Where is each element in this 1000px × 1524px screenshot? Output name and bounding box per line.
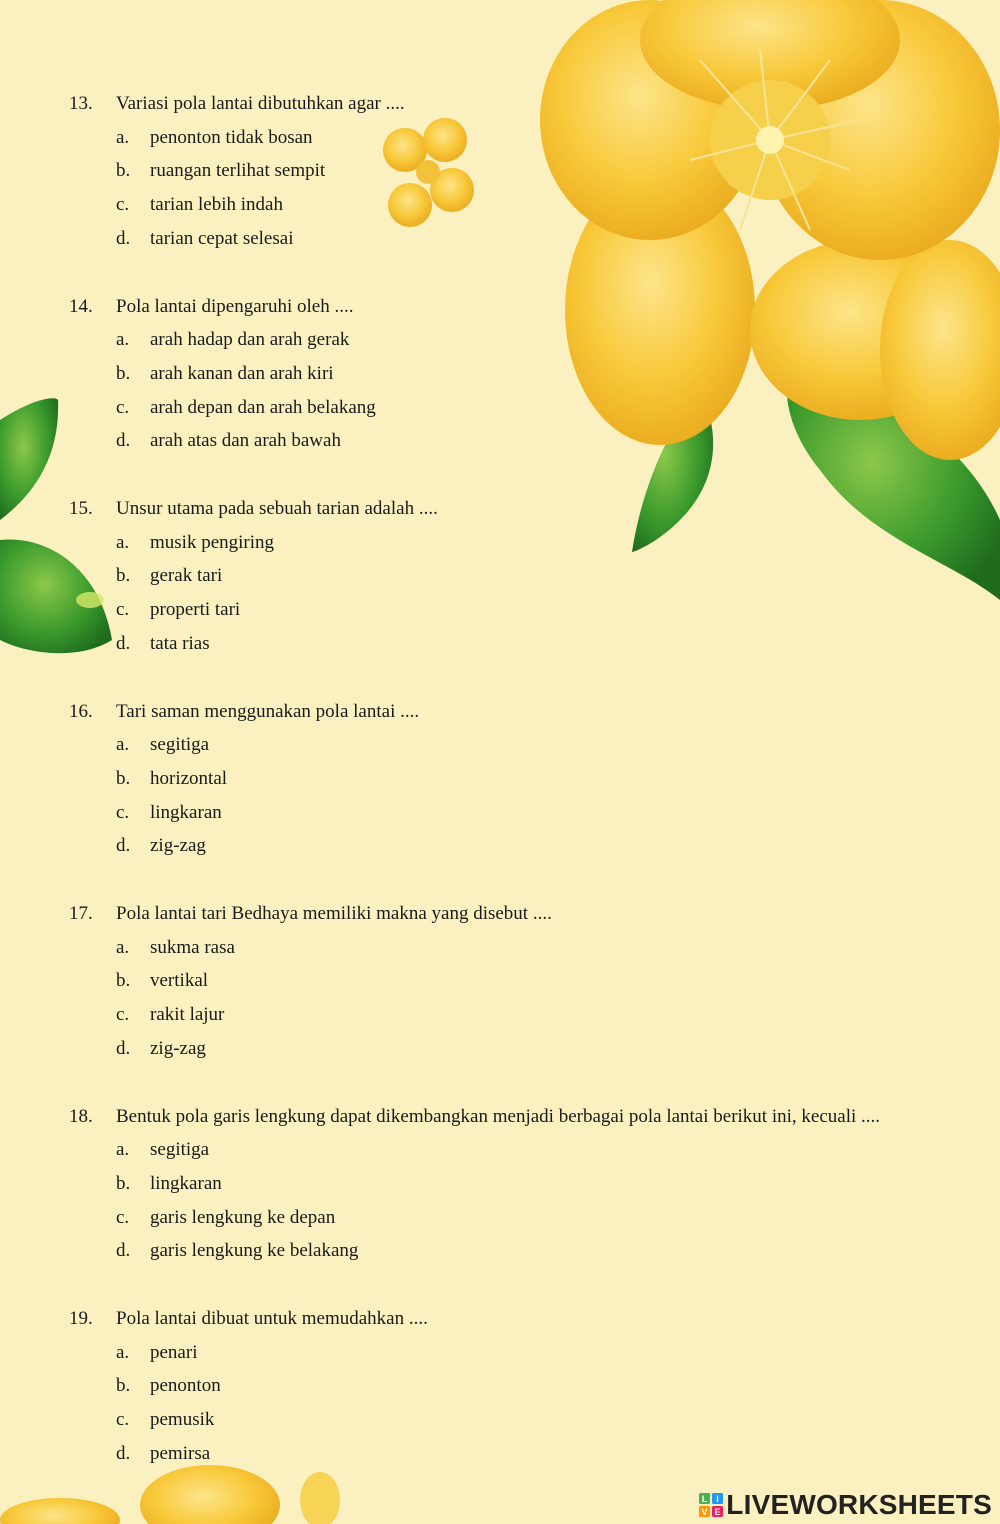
option-text: horizontal: [150, 767, 228, 789]
option-text: garis lengkung ke depan: [150, 1206, 336, 1228]
logo-letter: V: [701, 1507, 708, 1517]
option-letter: d.: [116, 835, 131, 857]
option-letter: d.: [116, 1240, 131, 1262]
option-letter: c.: [116, 396, 130, 418]
option-text: arah kanan dan arah kiri: [150, 362, 334, 384]
option-letter: d.: [116, 1442, 131, 1464]
option-text: zig-zag: [150, 1037, 206, 1059]
option-letter: b.: [116, 970, 131, 992]
question-text: Bentuk pola garis lengkung dapat dikembangkan menjadi berbagai pola lantai berikut ini, kecuali ....: [116, 1105, 880, 1127]
liveworksheets-logo-icon: [699, 1493, 723, 1517]
option-text: tata rias: [150, 632, 210, 654]
option-letter: c.: [116, 1004, 130, 1026]
option-letter: b.: [116, 565, 131, 587]
option-letter: c.: [116, 1206, 130, 1228]
logo-letter: L: [702, 1494, 708, 1504]
option-text: zig-zag: [150, 835, 206, 857]
logo-letter: E: [714, 1507, 721, 1517]
option-text: gerak tari: [150, 565, 223, 587]
option-letter: a.: [116, 734, 130, 756]
option-letter: a.: [116, 1139, 130, 1161]
option-letter: b.: [116, 362, 131, 384]
option-letter: d.: [116, 227, 131, 249]
option-text: penonton: [150, 1375, 221, 1397]
logo-letter: I: [716, 1494, 720, 1504]
option-letter: b.: [116, 767, 131, 789]
option-letter: a.: [116, 126, 130, 148]
option-text: tarian lebih indah: [150, 194, 283, 216]
option-text: lingkaran: [150, 801, 222, 823]
option-text: arah hadap dan arah gerak: [150, 329, 350, 351]
option-text: arah depan dan arah belakang: [150, 396, 376, 418]
option-text: ruangan terlihat sempit: [150, 160, 326, 182]
question-number: 18.: [69, 1105, 93, 1127]
option-text: lingkaran: [150, 1172, 222, 1194]
option-text: pemirsa: [150, 1442, 211, 1464]
option-text: vertikal: [150, 970, 209, 992]
option-text: penonton tidak bosan: [150, 126, 313, 148]
option-letter: c.: [116, 801, 130, 823]
question-number: 16.: [69, 700, 93, 722]
option-letter: d.: [116, 632, 131, 654]
option-letter: b.: [116, 1375, 131, 1397]
question-text: Pola lantai tari Bedhaya memiliki makna yang disebut ....: [116, 903, 552, 924]
option-letter: d.: [116, 430, 131, 452]
question-text: Tari saman menggunakan pola lantai ....: [116, 700, 420, 722]
question-text: Variasi pola lantai dibutuhkan agar ....: [116, 93, 405, 114]
option-text: penari: [150, 1341, 198, 1363]
question-text: Unsur utama pada sebuah tarian adalah ....: [116, 498, 438, 519]
option-text: pemusik: [150, 1409, 215, 1431]
option-letter: a.: [116, 329, 130, 351]
option-letter: a.: [116, 531, 130, 553]
option-text: properti tari: [150, 599, 241, 621]
option-text: musik pengiring: [150, 531, 275, 553]
option-letter: c.: [116, 1409, 130, 1431]
option-letter: a.: [116, 1341, 130, 1363]
option-text: segitiga: [150, 734, 210, 756]
option-text: sukma rasa: [150, 936, 235, 958]
option-text: rakit lajur: [150, 1004, 225, 1026]
option-letter: c.: [116, 194, 130, 216]
question-number: 17.: [69, 903, 93, 924]
question-text: Pola lantai dibuat untuk memudahkan ....: [116, 1308, 428, 1329]
option-text: segitiga: [150, 1139, 210, 1161]
question-text: Pola lantai dipengaruhi oleh ....: [116, 295, 354, 317]
option-letter: a.: [116, 936, 130, 958]
option-text: garis lengkung ke belakang: [150, 1240, 359, 1262]
question-number: 19.: [69, 1308, 93, 1329]
question-number: 15.: [69, 498, 93, 519]
option-letter: b.: [116, 1172, 131, 1194]
liveworksheets-brand: [699, 1489, 992, 1521]
brand-name: LIVEWORKSHEETS: [726, 1489, 992, 1520]
option-text: arah atas dan arah bawah: [150, 430, 341, 452]
option-text: tarian cepat selesai: [150, 227, 294, 249]
option-letter: c.: [116, 599, 130, 621]
question-number: 14.: [69, 295, 93, 317]
option-letter: b.: [116, 160, 131, 182]
option-letter: d.: [116, 1037, 131, 1059]
question-number: 13.: [69, 93, 93, 114]
